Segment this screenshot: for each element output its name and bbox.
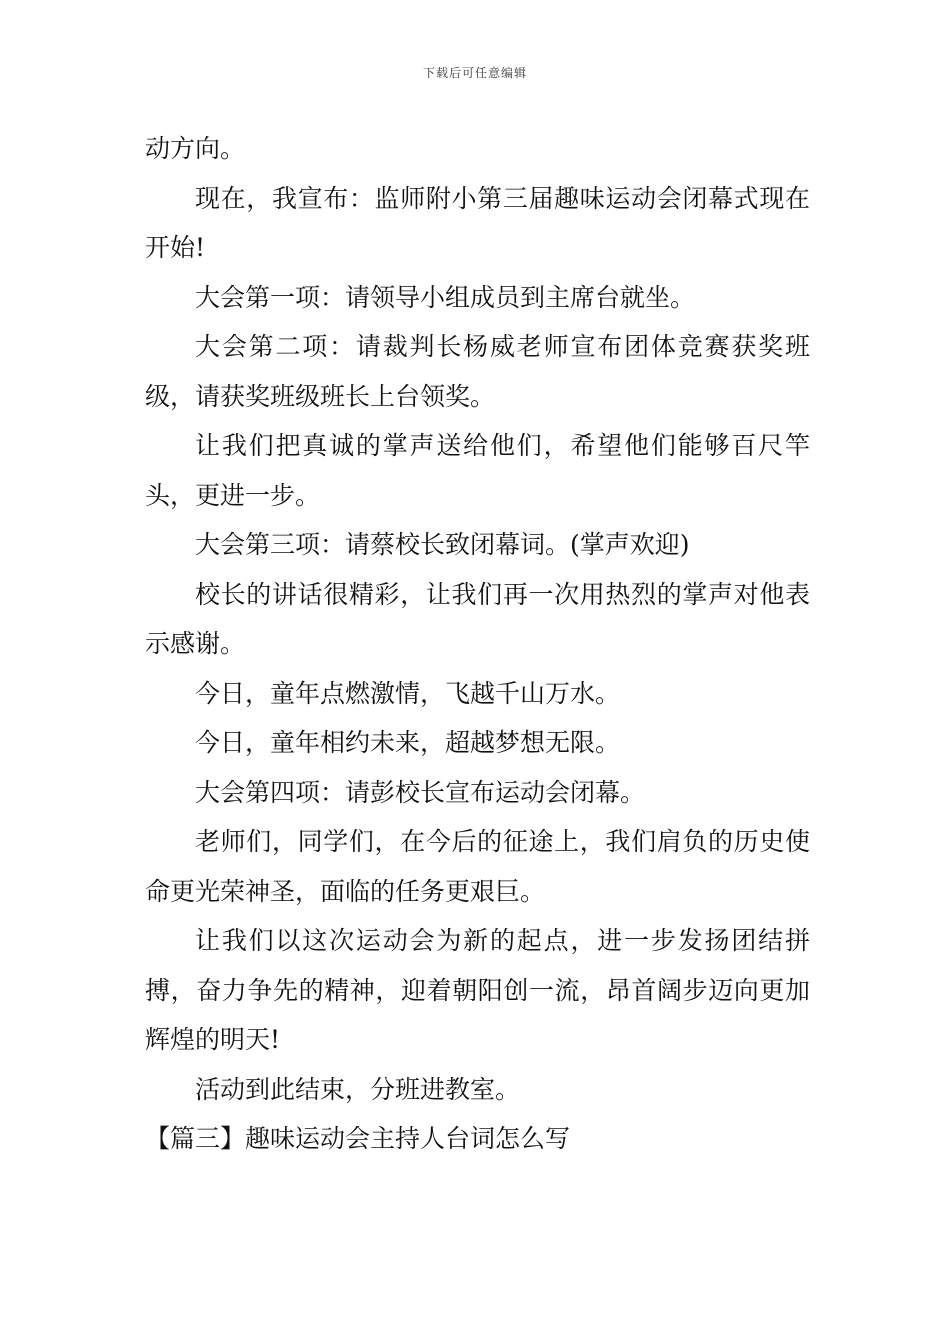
paragraph: 今日，童年点燃激情，飞越千山万水。 xyxy=(195,678,621,708)
paragraph: 让我们以这次运动会为新的起点，进一步发扬团结拼搏，奋力争先的精神，迎着朝阳创一流，昂首阔步迈向更加辉煌的明天! xyxy=(145,926,810,1054)
paragraph: 动方向。 xyxy=(145,134,246,163)
paragraph: 校长的讲话很精彩，让我们再一次用热烈的掌声对他表示感谢。 xyxy=(145,579,810,658)
paragraph: 大会第二项：请裁判长杨威老师宣布团体竞赛获奖班级，请获奖班级班长上台领奖。 xyxy=(145,332,810,411)
paragraph: 老师们，同学们，在今后的征途上，我们肩负的历史使命更光荣神圣，面临的任务更艰巨。 xyxy=(145,827,810,906)
paragraph: 大会第三项：请蔡校长致闭幕词。(掌声欢迎) xyxy=(195,530,690,559)
paragraph: 活动到此结束，分班进教室。 xyxy=(195,1074,521,1104)
paragraph: 大会第一项：请领导小组成员到主席台就坐。 xyxy=(195,282,696,312)
paragraph: 大会第四项：请彭校长宣布运动会闭幕。 xyxy=(195,777,646,807)
page-header: 下载后可任意编辑 xyxy=(422,66,527,80)
paragraph: 现在，我宣布：监师附小第三届趣味运动会闭幕式现在开始! xyxy=(145,183,810,262)
section-heading: 【篇三】趣味运动会主持人台词怎么写 xyxy=(145,1124,571,1153)
paragraph: 今日，童年相约未来，超越梦想无限。 xyxy=(195,728,621,757)
document-body xyxy=(145,124,810,1164)
paragraph: 让我们把真诚的掌声送给他们，希望他们能够百尺竿头，更进一步。 xyxy=(145,431,810,510)
